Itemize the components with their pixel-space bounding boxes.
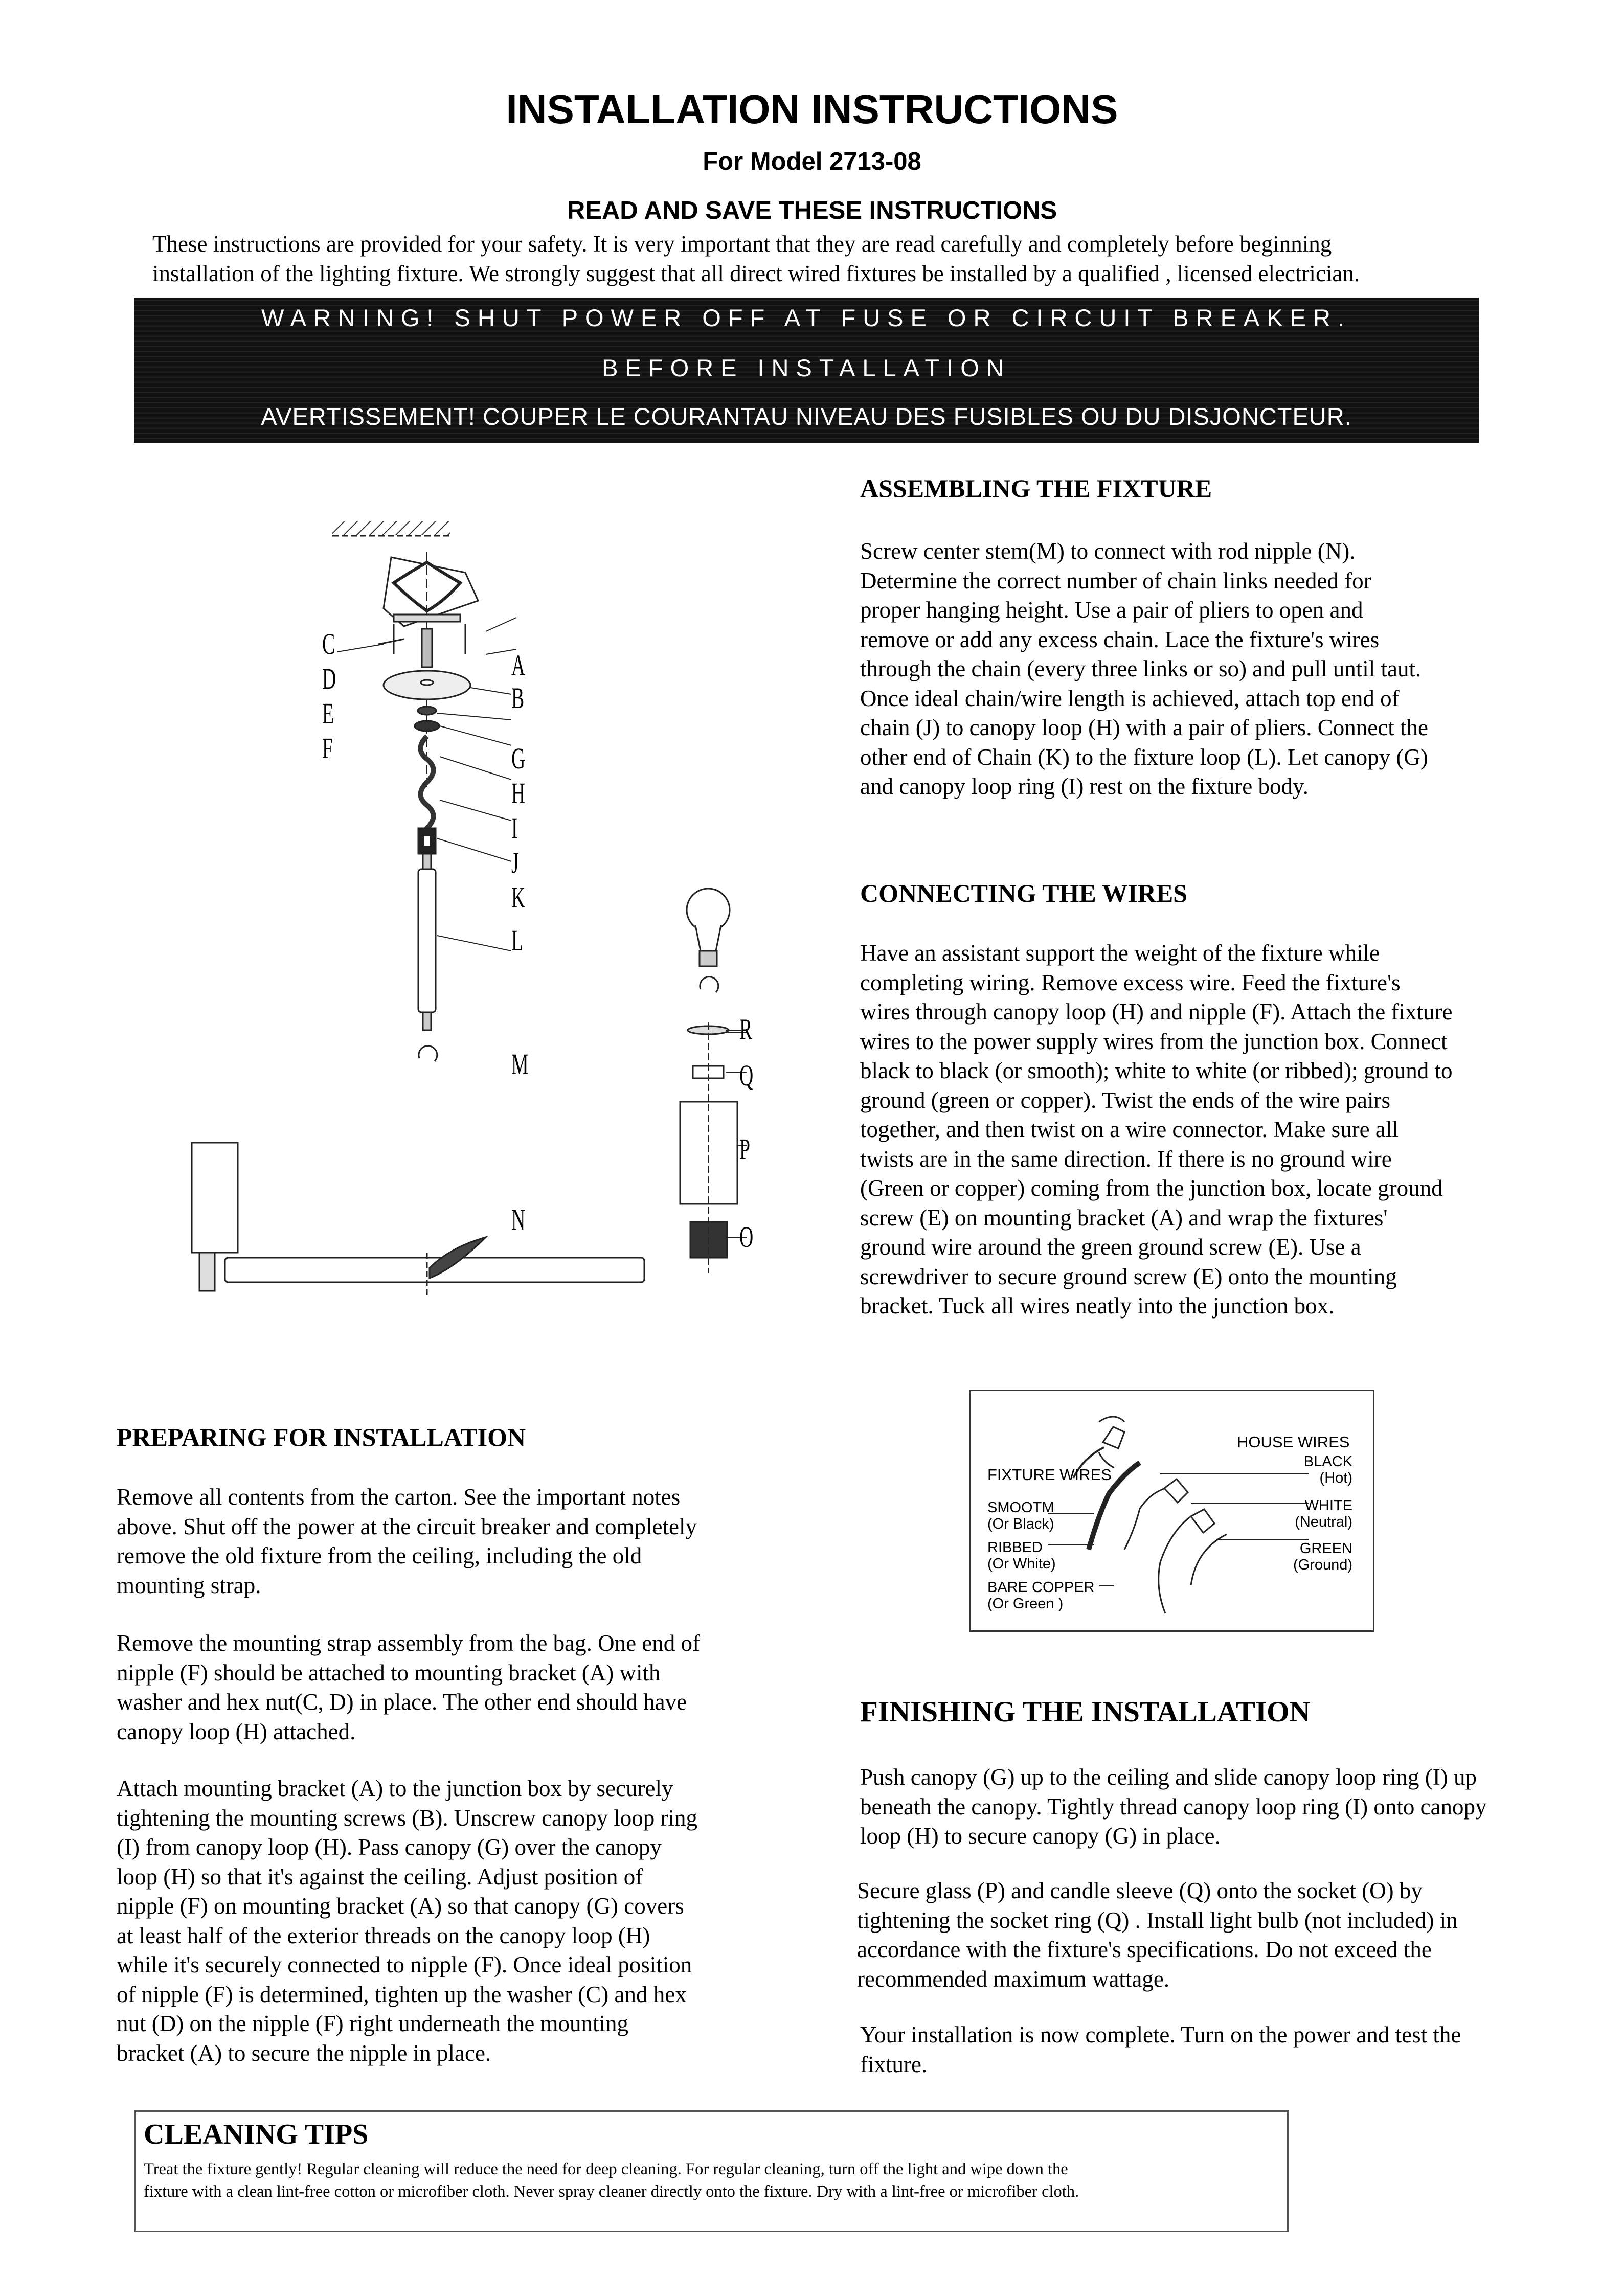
text-line: remove or add any excess chain. Lace the fixture's wires: [860, 626, 1380, 652]
ribbed-label: RIBBED: [987, 1539, 1043, 1556]
connecting-heading: CONNECTING THE WIRES: [860, 879, 1187, 907]
ribbed-white-label: [987, 1539, 1056, 1572]
text-line: chain (J) to canopy loop (H) with a pair of pliers. Connect the: [860, 715, 1428, 740]
green-label: GREEN: [1299, 1540, 1352, 1557]
text-line: Secure glass (P) and candle sleeve (Q) onto the socket (O) by: [857, 1878, 1423, 1903]
bare-copper-text: BARE COPPER: [987, 1579, 1095, 1596]
label-o: O: [739, 1220, 754, 1254]
text-line: at least half of the exterior threads on the canopy loop (H): [117, 1922, 650, 1948]
hot-label: (Hot): [1319, 1470, 1352, 1486]
text-line: through the chain (every three links or so) and pull until taut.: [860, 656, 1422, 681]
label-e: E: [322, 697, 334, 730]
label-h: H: [511, 777, 526, 810]
finishing-paragraph-1: [860, 1763, 1545, 1851]
assembling-heading: ASSEMBLING THE FIXTURE: [860, 474, 1212, 503]
text-line: screwdriver to secure ground screw (E) onto the mounting: [860, 1263, 1397, 1289]
text-line: together, and then twist on a wire connector. Make sure all: [860, 1117, 1399, 1142]
text-line: Have an assistant support the weight of the fixture while: [860, 940, 1380, 966]
text-line: mounting strap.: [117, 1572, 261, 1598]
black-label: BLACK: [1303, 1453, 1352, 1470]
or-green-label: (Or Green ): [987, 1596, 1064, 1612]
fixture-exploded-diagram: [169, 501, 833, 1329]
cleaning-text: [144, 2158, 1279, 2203]
read-save-notice: READ AND SAVE THESE INSTRUCTIONS: [567, 197, 1057, 224]
label-b: B: [511, 681, 525, 715]
text-line: nipple (F) on mounting bracket (A) so that canopy (G) covers: [117, 1893, 684, 1919]
text-line: ground (green or copper). Twist the ends of the wire pairs: [860, 1087, 1390, 1113]
text-line: tightening the mounting screws (B). Unscrew canopy loop ring: [117, 1805, 698, 1831]
warning-line-english: WARNING! SHUT POWER OFF AT FUSE OR CIRCUIT BREAKER.: [261, 304, 1351, 331]
warning-banner: [134, 298, 1479, 443]
text-line: remove the old fixture from the ceiling, including the old: [117, 1543, 642, 1568]
text-line: loop (H) so that it's against the ceiling. Adjust position of: [117, 1863, 643, 1890]
label-g: G: [511, 742, 526, 775]
text-line: Push canopy (G) up to the ceiling and slide canopy loop ring (I) up: [860, 1764, 1477, 1790]
label-l: L: [511, 924, 524, 957]
model-number: For Model 2713-08: [703, 148, 921, 175]
house-wires-label: HOUSE WIRES: [1237, 1433, 1350, 1451]
ground-label: (Ground): [1293, 1557, 1352, 1573]
label-p: P: [739, 1132, 750, 1166]
finishing-heading: FINISHING THE INSTALLATION: [860, 1696, 1311, 1728]
label-f: F: [322, 732, 333, 765]
label-d: D: [322, 662, 336, 695]
or-white-label: (Or White): [987, 1556, 1056, 1572]
preparing-paragraph-2: [117, 1629, 802, 1746]
text-line: beneath the canopy. Tightly thread canopy loop ring (I) onto canopy: [860, 1793, 1487, 1820]
text-line: (I) from canopy loop (H). Pass canopy (G) over the canopy: [117, 1834, 662, 1860]
text-line: proper hanging height. Use a pair of pliers to open and: [860, 597, 1363, 623]
page-title: INSTALLATION INSTRUCTIONS: [506, 86, 1118, 132]
black-hot-label: [1304, 1453, 1352, 1486]
label-m: M: [511, 1048, 529, 1081]
assembling-text: [860, 537, 1535, 802]
text-line: twists are in the same direction. If there is no ground wire: [860, 1146, 1392, 1172]
finishing-paragraph-3: [860, 2020, 1545, 2079]
text-line: and canopy loop ring (I) rest on the fixture body.: [860, 774, 1309, 799]
diagram-right-labels-top: [511, 649, 525, 715]
preparing-paragraph-1: [117, 1483, 802, 1600]
text-line: other end of Chain (K) to the fixture loop (L). Let canopy (G): [860, 744, 1428, 770]
label-i: I: [511, 811, 518, 845]
text-line: nipple (F) should be attached to mounting bracket (A) with: [117, 1660, 661, 1686]
neutral-label: (Neutral): [1295, 1514, 1352, 1530]
text-line: Determine the correct number of chain links needed for: [860, 567, 1371, 594]
warning-line-before: BEFORE INSTALLATION: [602, 354, 1011, 381]
preparing-heading: PREPARING FOR INSTALLATION: [117, 1423, 526, 1451]
text-line: Screw center stem(M) to connect with rod nipple (N).: [860, 538, 1356, 564]
text-line: fixture.: [860, 2051, 928, 2077]
intro-line: installation of the lighting fixture. We strongly suggest that all direct wired fixtures be installed by a qualified , licensed electrician.: [152, 261, 1360, 286]
warning-line-french: AVERTISSEMENT! COUPER LE COURANTAU NIVEAU DES FUSIBLES OU DU DISJONCTEUR.: [261, 403, 1352, 430]
diagram-right-labels-mid: [511, 741, 525, 880]
smooth-black-label: [987, 1499, 1054, 1532]
text-line: Once ideal chain/wire length is achieved, attach top end of: [860, 685, 1400, 711]
cleaning-line: Treat the fixture gently! Regular cleaning will reduce the need for deep cleaning. For regular cleaning, turn off the light and wipe down the: [144, 2160, 1068, 2178]
text-line: ground wire around the green ground screw (E). Use a: [860, 1234, 1361, 1260]
cleaning-heading: CLEANING TIPS: [144, 2119, 369, 2150]
text-line: washer and hex nut(C, D) in place. The other end should have: [117, 1689, 687, 1715]
text-line: loop (H) to secure canopy (G) in place.: [860, 1823, 1221, 1849]
ceiling-hatch: [332, 521, 450, 535]
label-a: A: [511, 649, 526, 682]
text-line: Remove all contents from the carton. See the important notes: [117, 1484, 681, 1510]
or-black-label: (Or Black): [987, 1516, 1054, 1532]
cleaning-tips-box: [134, 2110, 1289, 2232]
text-line: completing wiring. Remove excess wire. Feed the fixture's: [860, 969, 1401, 995]
text-line: wires through canopy loop (H) and nipple (F). Attach the fixture: [860, 999, 1453, 1025]
diagram-left-labels: [322, 627, 336, 766]
label-c: C: [322, 627, 335, 661]
wire-connection-diagram: [969, 1390, 1374, 1632]
text-line: tightening the socket ring (Q) . Install light bulb (not included) in: [857, 1907, 1458, 1933]
text-line: of nipple (F) is determined, tighten up the washer (C) and hex: [117, 1981, 687, 2007]
text-line: (Green or copper) coming from the junction box, locate ground: [860, 1175, 1443, 1201]
preparing-paragraph-3: [117, 1774, 802, 2068]
text-line: bracket. Tuck all wires neatly into the junction box.: [860, 1293, 1335, 1319]
cleaning-line: fixture with a clean lint-free cotton or microfiber cloth. Never spray cleaner directly onto the fixture. Dry with a lint-free or microfiber cloth.: [144, 2183, 1079, 2201]
text-line: canopy loop (H) attached.: [117, 1718, 356, 1744]
white-neutral-label: [1295, 1497, 1352, 1530]
label-r: R: [739, 1013, 753, 1046]
text-line: screw (E) on mounting bracket (A) and wrap the fixtures': [860, 1204, 1388, 1231]
text-line: nut (D) on the nipple (F) right underneath the mounting: [117, 2011, 629, 2036]
text-line: above. Shut off the power at the circuit breaker and completely: [117, 1513, 697, 1539]
smootm-label: SMOOTM: [987, 1499, 1054, 1516]
text-line: recommended maximum wattage.: [857, 1966, 1170, 1992]
text-line: accordance with the fixture's specifications. Do not exceed the: [857, 1937, 1432, 1962]
fixture-wires-label: FIXTURE WIRES: [987, 1466, 1112, 1484]
finishing-paragraph-2: [857, 1876, 1542, 1994]
text-line: Attach mounting bracket (A) to the junction box by securely: [117, 1776, 673, 1801]
text-line: Your installation is now complete. Turn on the power and test the: [860, 2022, 1461, 2048]
text-line: wires to the power supply wires from the junction box. Connect: [860, 1028, 1448, 1054]
text-line: while it's securely connected to nipple (F). Once ideal position: [117, 1952, 692, 1977]
white-label: WHITE: [1304, 1497, 1352, 1514]
label-k: K: [511, 881, 526, 914]
intro-line: These instructions are provided for your safety. It is very important that they are read carefully and completely before beginning: [152, 231, 1332, 257]
intro-paragraph: [152, 229, 1502, 288]
label-q: Q: [739, 1059, 754, 1092]
green-ground-label: [1293, 1540, 1352, 1573]
text-line: black to black (or smooth); white to white (or ribbed); ground to: [860, 1058, 1453, 1083]
label-j: J: [511, 846, 519, 879]
connecting-text: [860, 939, 1535, 1321]
text-line: bracket (A) to secure the nipple in place.: [117, 2040, 491, 2066]
label-n: N: [511, 1203, 526, 1236]
bare-copper-label: [987, 1579, 1095, 1612]
text-line: Remove the mounting strap assembly from the bag. One end of: [117, 1630, 700, 1656]
